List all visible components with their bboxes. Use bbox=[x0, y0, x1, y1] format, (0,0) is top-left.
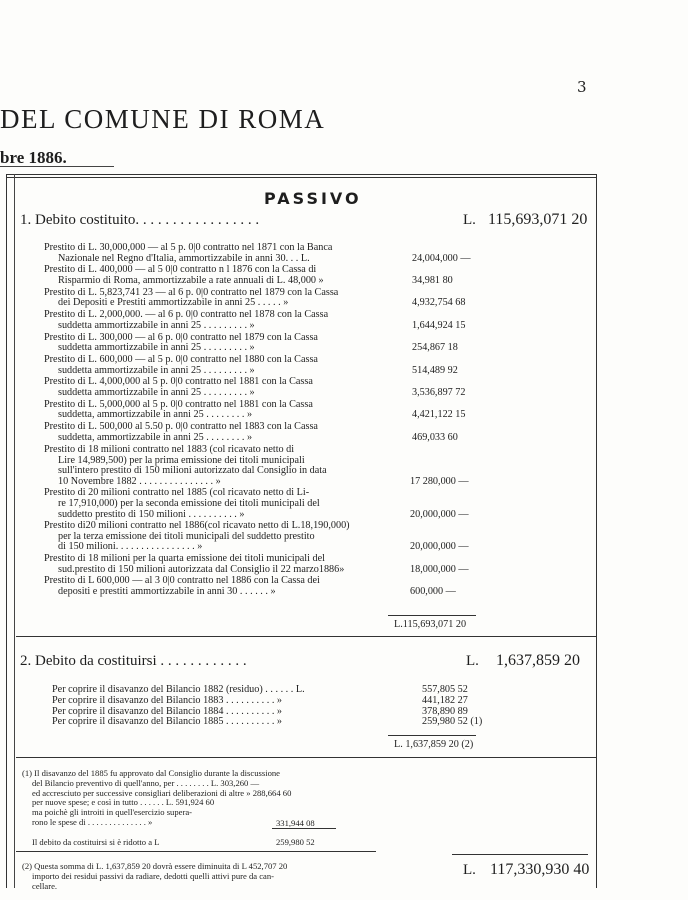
footnote-line: del Bilancio preventivo di quell'anno, per . . . . . . . . L. 303,260 — bbox=[32, 777, 260, 788]
table-left-border bbox=[6, 174, 7, 888]
page-number: 3 bbox=[577, 78, 587, 96]
footnote-line: ed accresciuto per successive consigliari deliberazioni di altre » 288,664 60 bbox=[32, 787, 292, 798]
footnote-line: (2) Questa somma di L. 1,637,859 20 dovrà essere diminuita di L 452,707 20 bbox=[22, 861, 288, 871]
footnote-line: per nuove spese; e così in tutto . . . . . . L. 591,924 60 bbox=[32, 797, 215, 808]
table-right-border bbox=[596, 174, 597, 888]
debito-costituito-label: 1. Debito costituito. . . . . . . . . . . . . . . . . bbox=[20, 212, 260, 228]
loan-amount: 4,932,754 68 bbox=[412, 297, 466, 309]
deficit-line: Per coprire il disavanzo del Bilancio 1884 . . . . . . . . . . » bbox=[52, 705, 283, 717]
loan-amount: 469,033 60 bbox=[412, 431, 458, 443]
loan-line: depositi e prestiti ammortizzabile in anni 30 . . . . . . » bbox=[58, 585, 276, 597]
footnote-line: ma poichè gli introiti in quell'esercizio supera- bbox=[32, 807, 193, 818]
loan-line: sull'intero prestito di 150 milioni autorizzato dal Consiglio in data bbox=[58, 465, 327, 477]
loan-line: Prestito di L. 5,823,741 23 — al 6 p. 0|0 contratto nel 1879 con la Cassa bbox=[44, 286, 339, 298]
debito-costituito-currency: L. bbox=[463, 212, 476, 228]
loan-line: suddetta, ammortizzabile in anni 25 . . . . . . . . » bbox=[58, 431, 253, 443]
deficit-line: Per coprire il disavanzo del Bilancio 1882 (residuo) . . . . . . L. bbox=[52, 684, 305, 695]
debito-da-costituirsi-currency: L. bbox=[466, 653, 479, 669]
subtotal-rule-2 bbox=[388, 735, 476, 736]
loan-line: Nazionale nel Regno d'Italia, ammortizzabile in anni 30. . . L. bbox=[58, 252, 310, 264]
debito-da-costituirsi-total: 1,637,859 20 bbox=[496, 652, 580, 669]
loan-amount: 600,000 — bbox=[410, 585, 456, 597]
loan-amount: 4,421,122 15 bbox=[412, 409, 466, 421]
table-inner-border bbox=[14, 174, 15, 888]
section-title: PASSIVO bbox=[264, 189, 362, 208]
loan-line: Prestito di L. 300,000 — al 6 p. 0|0 contratto nel 1879 con la Cassa bbox=[44, 331, 318, 343]
section-divider bbox=[16, 636, 596, 637]
subtotal-rule-1 bbox=[388, 615, 476, 616]
loan-amount: 34,981 80 bbox=[412, 275, 453, 286]
loan-line: Prestito di 20 milioni contratto nel 1885 (col ricavato netto di Li- bbox=[44, 487, 310, 499]
footnote-1-result-amount: 259,980 52 bbox=[276, 837, 315, 847]
loan-line: per la terza emissione dei titoli municipali del suddetto prestito bbox=[58, 530, 315, 542]
deficit-amount: 259,980 52 (1) bbox=[422, 716, 483, 728]
header-rule bbox=[0, 166, 114, 167]
loan-amount: 20,000,000 — bbox=[410, 508, 469, 520]
loan-line: Prestito di 18 milioni per la quarta emissione dei titoli municipali del bbox=[44, 553, 325, 564]
note-divider bbox=[16, 851, 376, 852]
deficit-amount: 441,182 27 bbox=[422, 694, 468, 706]
debito-costituito-subtotal: L.115,693,071 20 bbox=[394, 619, 467, 630]
loan-amount: 254,867 18 bbox=[412, 342, 458, 354]
loan-line: suddetta ammortizzabile in anni 25 . . . . . . . . . » bbox=[58, 319, 255, 331]
deficit-line: Per coprire il disavanzo del Bilancio 1883 . . . . . . . . . . » bbox=[52, 694, 283, 706]
footnote-line: rono le spese di . . . . . . . . . . . . . . » bbox=[32, 817, 153, 827]
loan-amount: 3,536,897 72 bbox=[412, 387, 466, 398]
grand-total-rule bbox=[452, 854, 588, 855]
loan-line: 10 Novembre 1882 . . . . . . . . . . . . . . . » bbox=[58, 475, 221, 487]
page-title: DEL COMUNE DI ROMA bbox=[0, 104, 326, 134]
loan-line: Prestito di L. 2,000,000. — al 6 p. 0|0 contratto nel 1878 con la Cassa bbox=[44, 309, 329, 321]
footnote-line: importo dei residui passivi da radiare, dedotti quelli attivi pure da can- bbox=[32, 870, 274, 881]
loan-amount: 514,489 92 bbox=[412, 364, 458, 376]
deficit-line: Per coprire il disavanzo del Bilancio 1885 . . . . . . . . . . » bbox=[52, 716, 283, 728]
footnote-line: (1) Il disavanzo del 1885 fu approvato dal Consiglio durante la discussione bbox=[22, 768, 280, 778]
loan-line: suddetta ammortizzabile in anni 25 . . . . . . . . . » bbox=[58, 364, 255, 376]
table-top-rule bbox=[6, 174, 596, 175]
note-rule bbox=[272, 828, 336, 829]
loan-line: suddetto prestito di 150 milioni . . . . . . . . . . » bbox=[58, 508, 245, 520]
deficit-amount: 378,890 89 bbox=[422, 705, 468, 717]
loan-line: Risparmio di Roma, ammortizzabile a rate annuali di L. 48,000 » bbox=[58, 275, 324, 286]
loan-line: suddetta ammortizzabile in anni 25 . . . . . . . . . » bbox=[58, 342, 255, 354]
table-top-rule-double bbox=[6, 177, 596, 178]
loan-amount: 20,000,000 — bbox=[410, 541, 469, 553]
loan-line: re 17,910,000) per la seconda emissione dei titoli municipali del bbox=[58, 498, 320, 509]
loan-amount: 18,000,000 — bbox=[410, 563, 469, 575]
loan-line: Prestito di L. 500,000 al 5.50 p. 0|0 contratto nel 1883 con la Cassa bbox=[44, 421, 318, 433]
loan-line: dei Depositi e Prestiti ammortizzabile in anni 25 . . . . . » bbox=[58, 297, 289, 309]
loan-line: Prestito di20 milioni contratto nel 1886(col ricavato netto di L.18,190,000) bbox=[44, 520, 350, 532]
loan-line: di 150 milioni. . . . . . . . . . . . . . . . » bbox=[58, 541, 203, 553]
loan-line: Prestito di L. 30,000,000 — al 5 p. 0|0 contratto nel 1871 con la Banca bbox=[44, 242, 333, 253]
debito-da-costituirsi-label: 2. Debito da costituirsi . . . . . . . . . . . . bbox=[20, 653, 247, 669]
section-divider-2 bbox=[16, 757, 596, 758]
footnote-1-result-label: Il debito da costituirsi si è ridotto a L bbox=[32, 837, 160, 847]
loan-line: Prestito di L. 5,000,000 al 5 p. 0|0 contratto nel 1881 con la Cassa bbox=[44, 398, 313, 410]
loan-line: Prestito di L. 400,000 — al 5 0|0 contratto n l 1876 con la Cassa di bbox=[44, 264, 317, 276]
footnote-1-amount: 331,944 08 bbox=[276, 818, 315, 828]
debito-costituito-total: 115,693,071 20 bbox=[488, 211, 588, 228]
grand-total-amount: 117,330,930 40 bbox=[490, 861, 590, 878]
deficit-amount: 557,805 52 bbox=[422, 684, 468, 695]
loan-line: Prestito di L. 600,000 — al 5 p. 0|0 contratto nel 1880 con la Cassa bbox=[44, 354, 318, 365]
loan-line: Lire 14,989,500) per la prima emissione dei titoli municipali bbox=[58, 454, 305, 466]
loan-line: Prestito di L. 4,000,000 al 5 p. 0|0 contratto nel 1881 con la Cassa bbox=[44, 376, 313, 388]
loan-line: sud.prestito di 150 milioni autorizzata dal Consiglio il 22 marzo1886» bbox=[58, 563, 345, 575]
header-date: bre 1886. bbox=[0, 148, 67, 167]
loan-line: Prestito di 18 milioni contratto nel 1883 (col ricavato netto di bbox=[44, 444, 295, 455]
grand-total-currency: L. bbox=[463, 862, 476, 878]
loan-amount: 17 280,000 — bbox=[410, 475, 469, 487]
loan-amount: 1,644,924 15 bbox=[412, 319, 466, 331]
debito-da-costituirsi-subtotal: L. 1,637,859 20 (2) bbox=[394, 739, 474, 750]
loan-line: Prestito di L 600,000 — al 3 0|0 contratto nel 1886 con la Cassa dei bbox=[44, 575, 320, 587]
loan-amount: 24,004,000 — bbox=[412, 252, 471, 264]
loan-line: suddetta, ammortizzabile in anni 25 . . . . . . . . » bbox=[58, 409, 253, 421]
loan-line: suddetta ammortizzabile in anni 25 . . . . . . . . . » bbox=[58, 387, 255, 398]
footnote-line: cellare. bbox=[32, 880, 58, 891]
